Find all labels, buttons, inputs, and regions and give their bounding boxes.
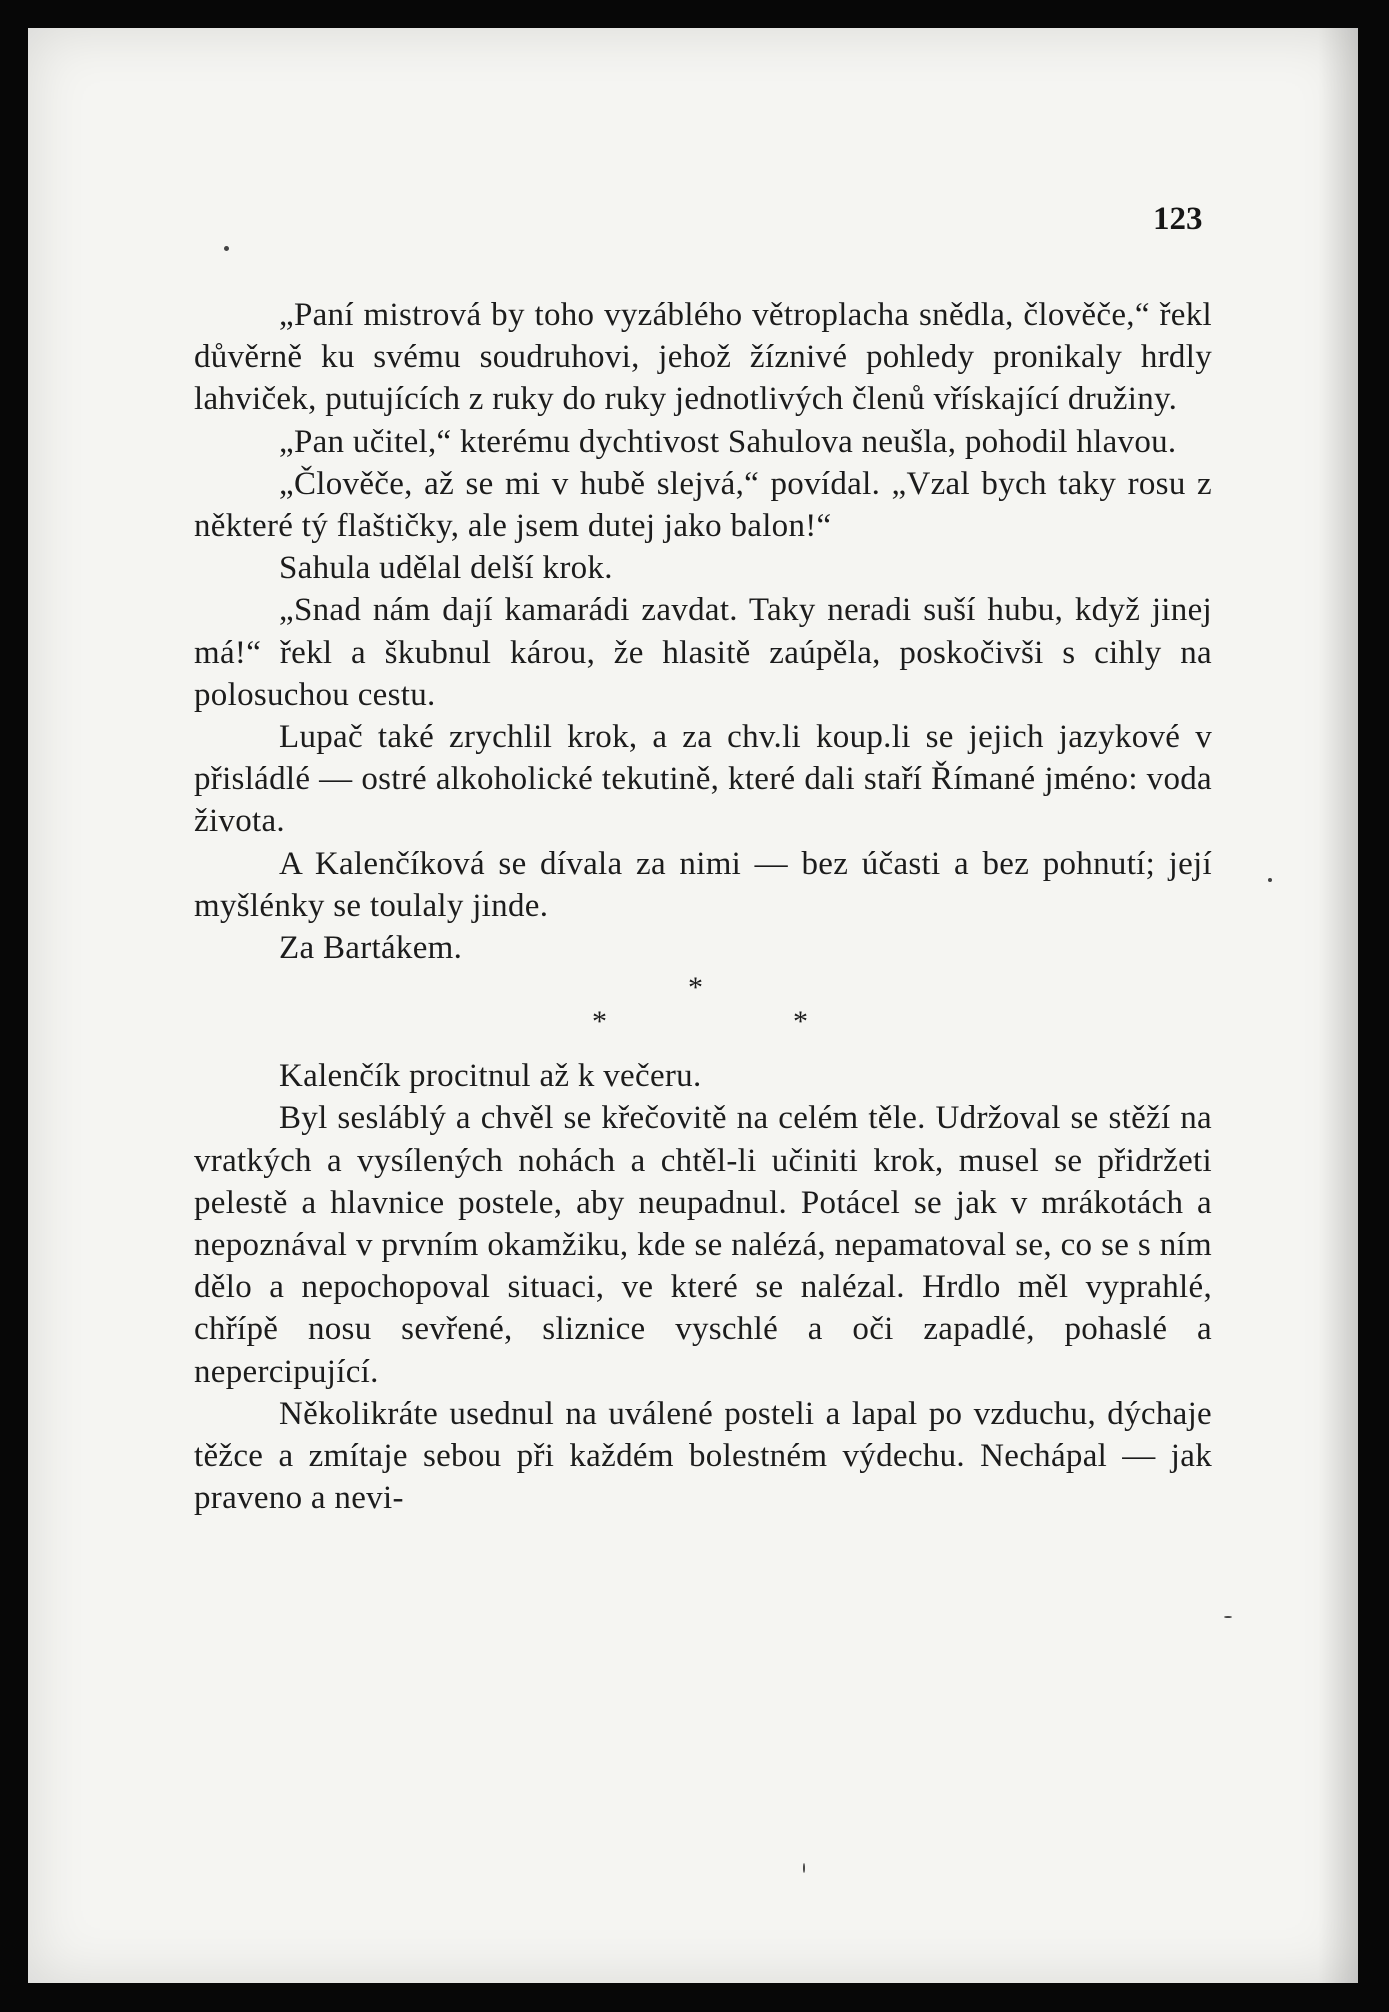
paragraph: Několikráte usednul na uválené posteli a lapal po vzduchu, dýchaje těžce a zmítaje sebou při každém bolestném výdechu. Nechápal — jak praveno a nevi- [194,1395,1212,1517]
paragraph: „Paní mistrová by toho vyzáblého větroplacha snědla, člověče,“ řekl důvěrně ku svému soudruhovi, jehož žíznivé pohledy pronikaly hrdly lahviček, putujících z ruky do ruky jednotlivých členů vřískající družiny. [194,297,1212,418]
paragraph: Byl sesláblý a chvěl se křečovitě na celém těle. Udržoval se stěží na vratkých a vysílených nohách a chtěl-li učiniti krok, musel se přidržeti pelestě a hlavnice postele, aby neupadnul. Potácel se jak v mrákotách a nepoznával v prvním okamžiku, kde se nalézá, nepamatoval se, co se s ním dělo a nepochopoval situaci, ve které se nalézal. Hrdlo měl vyprahlé, chřípě nosu sevřené, sliznice vyschlé a oči zapadlé, pohaslé a nepercipující. [194,1100,1212,1390]
body-text [194,294,1212,1519]
paragraph: Lupač také zrychlil krok, a za chv.li koup.li se jejich jazykové v přisládlé — ostré alkoholické tekutině, které dali staří Římané jméno: voda života. [194,719,1212,840]
paragraph: „Pan učitel,“ kterému dychtivost Sahulova neušla, pohodil hlavou. [279,423,1177,460]
page-number: 123 [1153,201,1203,237]
paragraph: Kalenčík procitnul až k večeru. [279,1058,702,1095]
asterisk: * [592,1005,608,1039]
paragraph: „Snad nám dají kamarádi zavdat. Taky neradi suší hubu, když jinej má!“ řekl a škubnul károu, že hlasitě zaúpěla, poskočivši s cihly na polosuchou cestu. [194,592,1212,713]
print-speck [224,246,229,251]
paragraph: Sahula udělal delší krok. [279,550,613,587]
book-page [28,28,1358,1983]
print-speck [1224,1616,1232,1618]
paragraph: A Kalenčíková se dívala za nimi — bez účasti a bez pohnutí; její myšlénky se toulaly jinde. [194,845,1212,924]
paragraph: „Člověče, až se mi v hubě slejvá,“ povídal. „Vzal bych taky rosu z některé tý flaštičky, ale jsem dutej jako balon!“ [194,465,1212,545]
paragraph: Za Bartákem. [279,930,463,967]
asterisk: * [793,1005,809,1039]
print-speck [803,1863,805,1873]
section-separator [194,973,1212,1043]
print-speck [1268,878,1272,882]
asterisk: * [688,971,704,1005]
